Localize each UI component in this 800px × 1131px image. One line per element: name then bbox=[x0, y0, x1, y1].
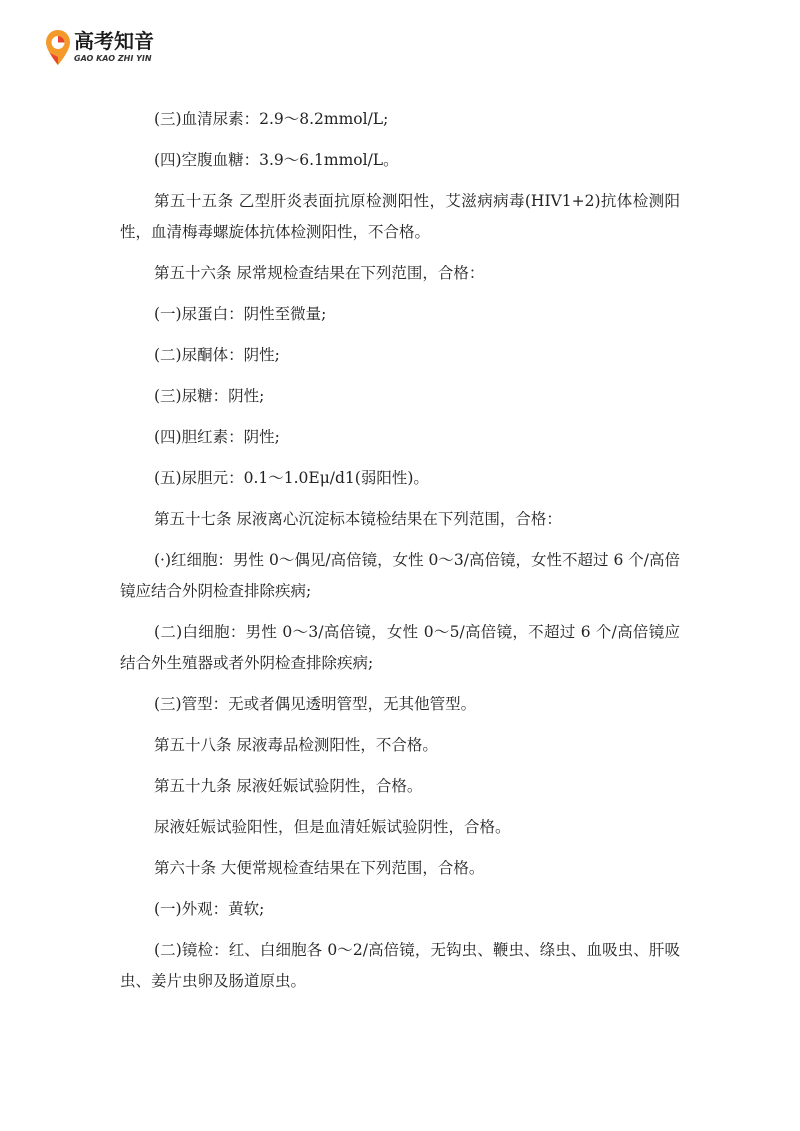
paragraph: (二)尿酮体：阴性; bbox=[154, 346, 280, 364]
paragraph: 第五十八条 尿液毒品检测阳性，不合格。 bbox=[154, 736, 438, 754]
paragraph: (四)空腹血糖：3.9～6.1mmol/L。 bbox=[154, 151, 399, 169]
paragraph: (二)镜检：红、白细胞各 0～2/高倍镜，无钩虫、鞭虫、绦虫、血吸虫、肝吸虫、姜片虫卵及肠道原虫。 bbox=[120, 941, 680, 990]
logo-name-en: GAO KAO ZHI YIN bbox=[74, 54, 152, 63]
paragraph: 第五十五条 乙型肝炎表面抗原检测阳性，艾滋病病毒(HIV1+2)抗体检测阳性，血清梅毒螺旋体抗体检测阳性，不合格。 bbox=[120, 192, 680, 241]
paragraph: (五)尿胆元：0.1～1.0Eμ/d1(弱阳性)。 bbox=[154, 469, 429, 487]
paragraph: 第五十七条 尿液离心沉淀标本镜检结果在下列范围，合格： bbox=[154, 510, 562, 528]
paragraph: (·)红细胞：男性 0～偶见/高倍镜，女性 0～3/高倍镜，女性不超过 6 个/高倍镜应结合外阴检查排除疾病; bbox=[120, 551, 680, 600]
paragraph: (一)尿蛋白：阴性至微量; bbox=[154, 305, 327, 323]
document-body bbox=[120, 104, 680, 1007]
brand-logo bbox=[45, 29, 185, 71]
paragraph: (三)血清尿素：2.9～8.2mmol/L; bbox=[154, 110, 389, 128]
paragraph: (二)白细胞：男性 0～3/高倍镜，女性 0～5/高倍镜，不超过 6 个/高倍镜应结合外生殖器或者外阴检查排除疾病; bbox=[120, 623, 680, 672]
paragraph: 第五十六条 尿常规检查结果在下列范围，合格： bbox=[154, 264, 485, 282]
paragraph: 尿液妊娠试验阳性，但是血清妊娠试验阴性，合格。 bbox=[154, 818, 511, 836]
location-pin-icon bbox=[45, 29, 71, 67]
paragraph: (四)胆红素：阴性; bbox=[154, 428, 280, 446]
paragraph: (三)尿糖：阴性; bbox=[154, 387, 265, 405]
paragraph: 第五十九条 尿液妊娠试验阴性，合格。 bbox=[154, 777, 423, 795]
paragraph: (三)管型：无或者偶见透明管型，无其他管型。 bbox=[154, 695, 477, 713]
paragraph: (一)外观：黄软; bbox=[154, 900, 265, 918]
paragraph: 第六十条 大便常规检查结果在下列范围，合格。 bbox=[154, 859, 485, 877]
logo-name-cn: 高考知音 bbox=[74, 29, 154, 53]
